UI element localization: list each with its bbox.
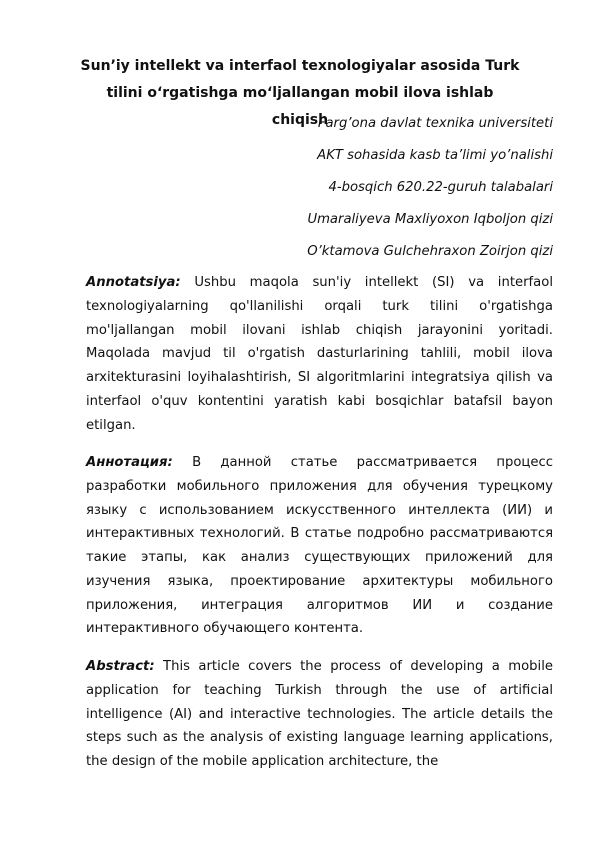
paper-title-line-2: tilini o‘rgatishga mo‘ljallangan mobil ilova ishlab chiqish: [106, 85, 494, 128]
annotation-ru-text: В данной статье рассматривается процесс разработки мобильного приложения для обучения турецкому языку с использованием искусственного интеллекта (ИИ) и интерактивных технологий. В статье подробно рассматриваются такие этапы, как анализ существующих приложений для изучения языка, проектирование архитектуры мобильного приложения, интеграция алгоритмов ИИ и создание интерактивного обучающего контента.: [86, 455, 553, 637]
annotation-uz: [86, 271, 553, 437]
author-2: O’ktamova Gulchehraxon Zoirjon qizi: [307, 244, 553, 259]
annotation-ru: [86, 451, 553, 641]
abstract-en: [86, 655, 553, 774]
annotation-uz-text: Ushbu maqola sun'iy intellekt (SI) va interfaol texnologiyalarning qo'llanilishi orqali turk tilini o'rgatishga mo'ljallangan mobil ilovani ishlab chiqish jarayonini yoritadi. Maqolada mavjud til o'rgatish dasturlarining tahlili, mobil ilova arxitekturasini loyihalashtirish, SI algoritmlarini integratsiya qilish va interfaol o'quv kontentini yaratish kabi bosqichlar batafsil bayon etilgan.: [86, 275, 553, 433]
abstract-en-text: This article covers the process of developing a mobile application for teaching Turkish through the use of artificial intelligence (AI) and interactive technologies. The article details the steps such as the analysis of existing language learning applications, the design of the mobile application architecture, the: [86, 659, 553, 769]
annotation-ru-label: Аннотация:: [86, 455, 173, 470]
affiliation-group: 4-bosqich 620.22-guruh talabalari: [328, 180, 553, 195]
author-1: Umaraliyeva Maxliyoxon Iqboljon qizi: [307, 212, 553, 227]
abstract-en-label: Abstract:: [86, 659, 155, 674]
paper-title-line-1: Sun’iy intellekt va interfaol texnologiyalar asosida Turk: [80, 58, 520, 74]
affiliation-university: Farg’ona davlat texnika universiteti: [317, 116, 553, 131]
affiliation-department: AKT sohasida kasb ta’limi yo’nalishi: [317, 148, 553, 163]
annotation-uz-label: Annotatsiya:: [86, 275, 181, 290]
